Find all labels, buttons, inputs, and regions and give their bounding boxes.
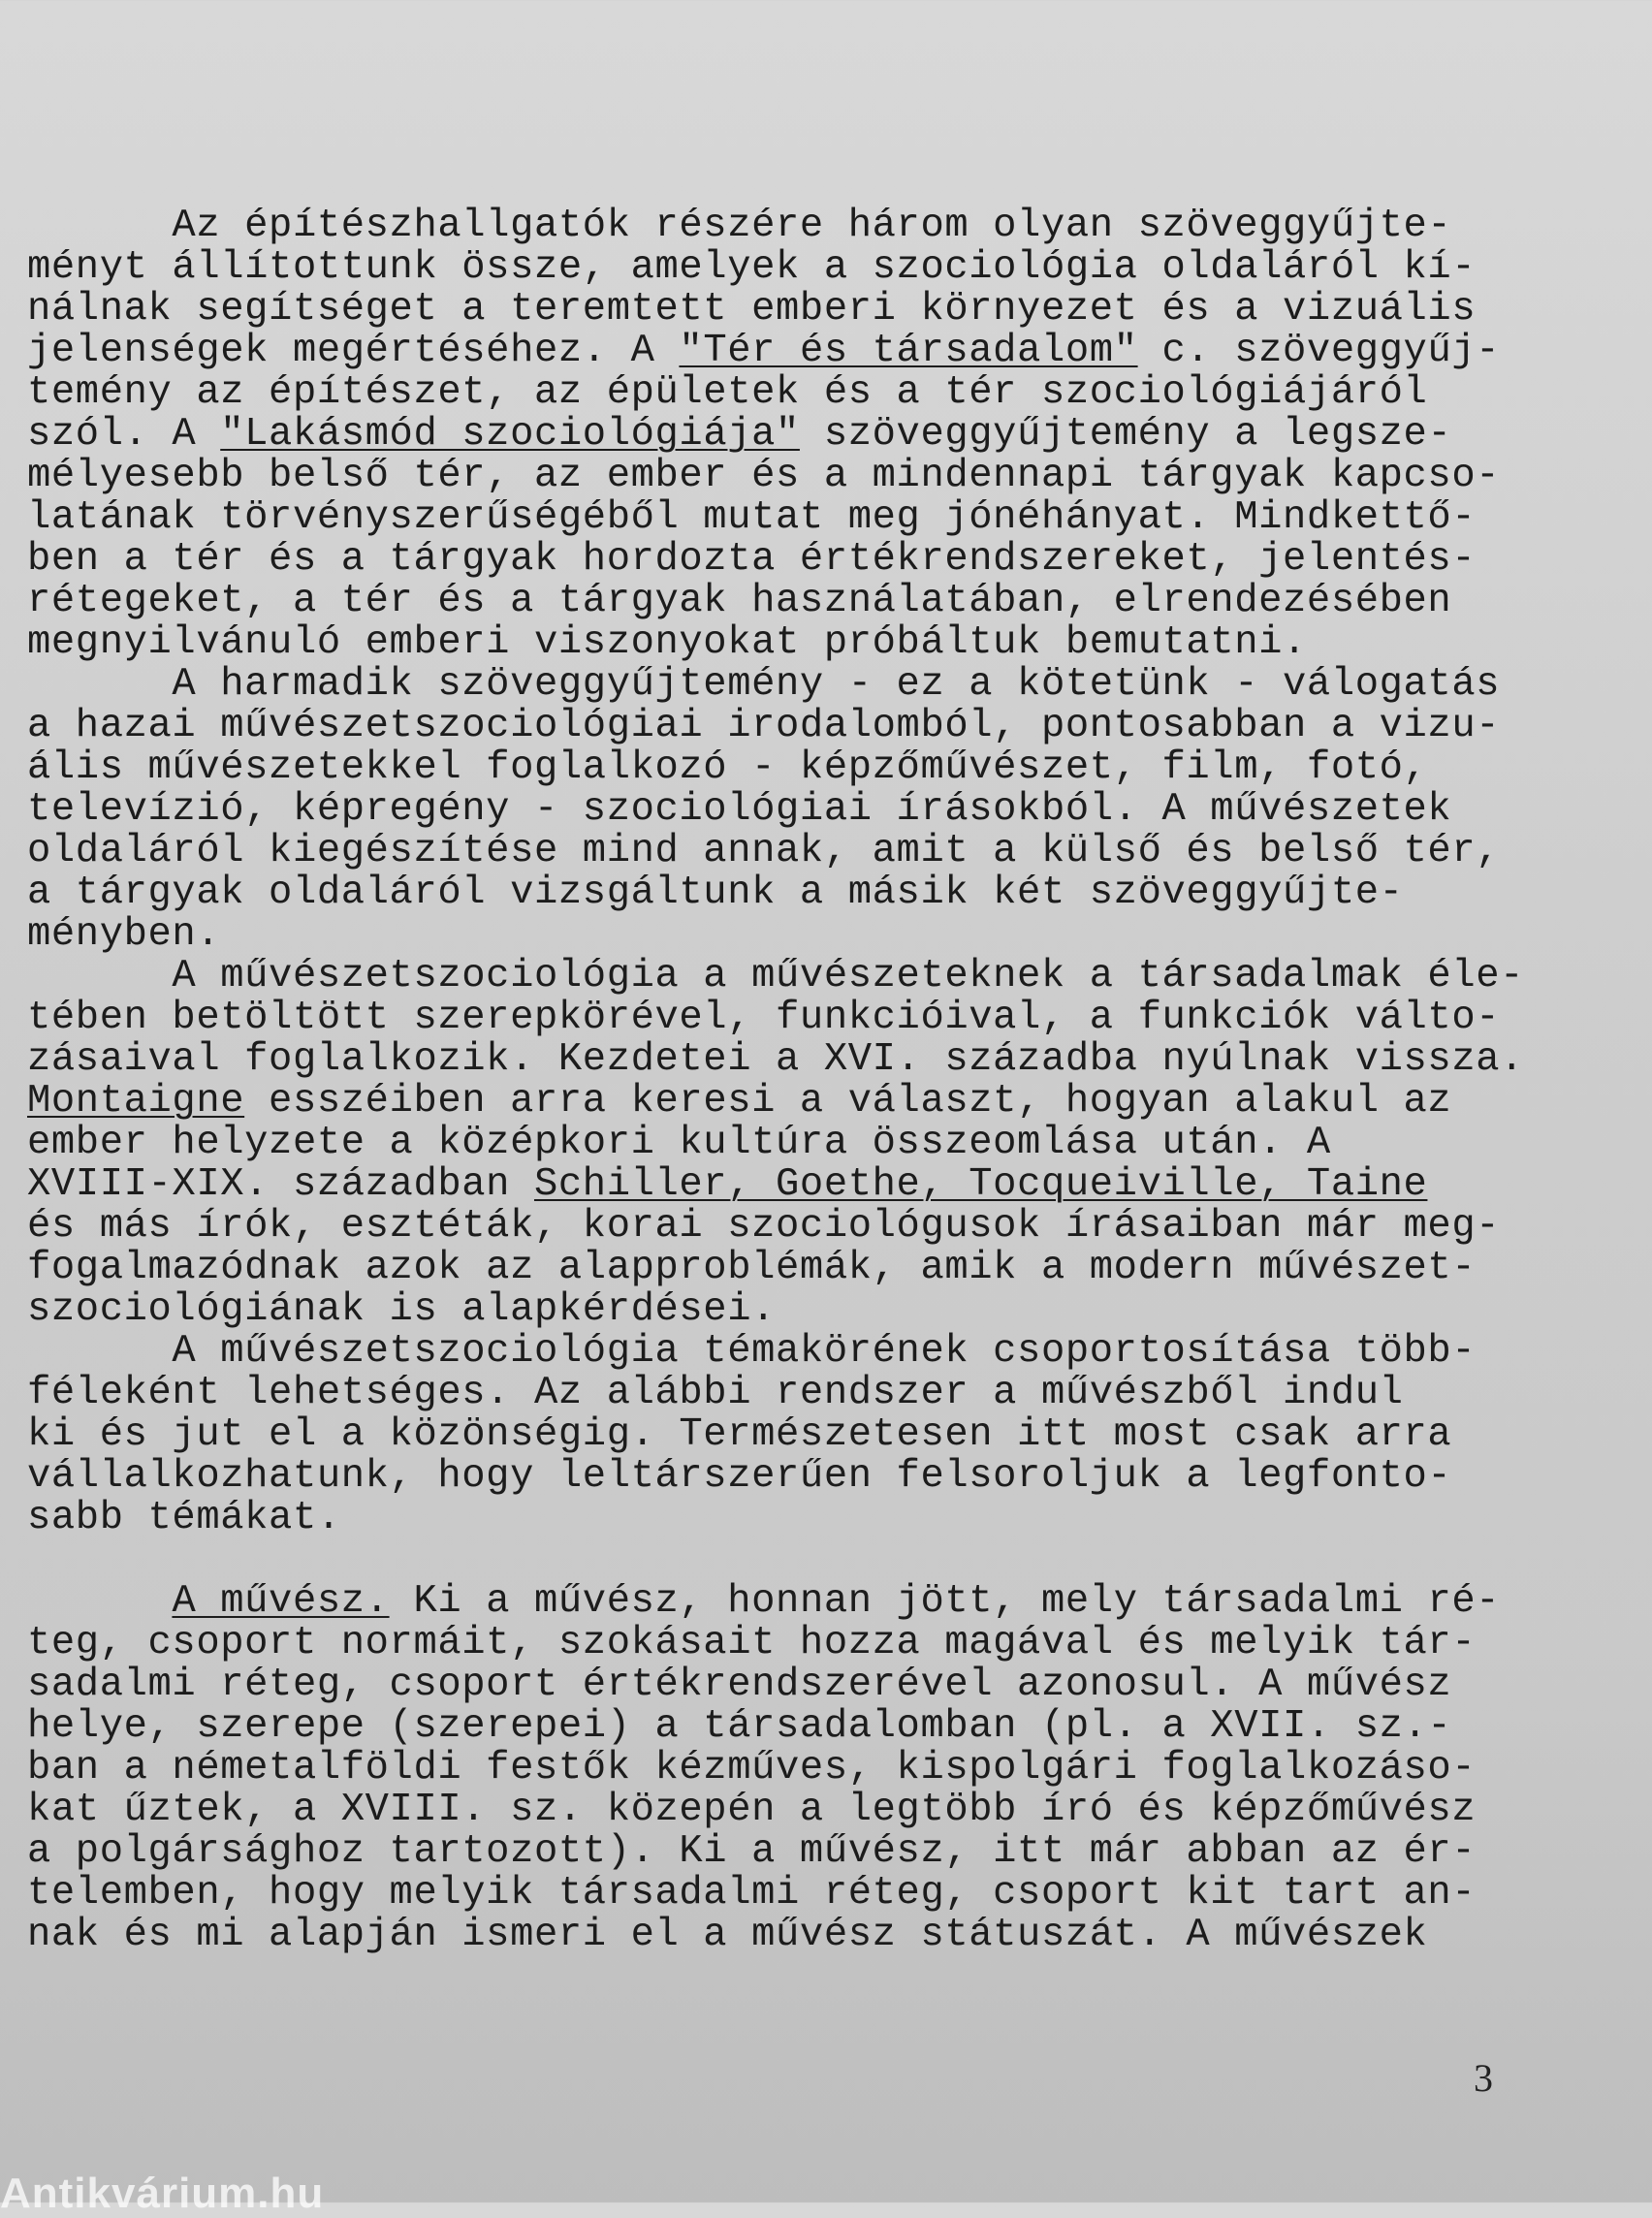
watermark-logo: Antikvárium.hu [0,2170,325,2217]
text-line: ményt állítottunk össze, amelyek a szociológia oldaláról kí- [27,245,1477,290]
text-line: helye, szerepe (szerepei) a társadalomban (pl. a XVII. sz.- [27,1704,1452,1749]
blank-line [27,1539,1617,1581]
text-segment [27,1579,172,1624]
text-segment: szól. A [27,412,221,457]
text-line: A harmadik szöveggyűjtemény - ez a kötetünk - válogatás [27,662,1501,707]
text-line: ember helyzete a középkori kultúra összeomlása után. A [27,1121,1331,1165]
page-number: 3 [1474,2056,1493,2100]
document-body [27,206,1617,1956]
text-line: teg, csoport normáit, szokásait hozza magával és melyik tár- [27,1621,1477,1665]
text-line: kat űztek, a XVIII. sz. közepén a legtöbb író és képzőművész [27,1788,1477,1832]
text-segment: esszéiben arra keresi a választ, hogyan alakul az [244,1079,1452,1124]
text-line: televízió, képregény - szociológiai írásokból. A művészetek [27,787,1452,832]
text-line: nak és mi alapján ismeri el a művész státuszát. A művészek [27,1913,1428,1957]
text-line: ben a tér és a tárgyak hordozta értékrendszereket, jelentés- [27,537,1477,582]
text-segment: XVIII-XIX. században [27,1162,534,1207]
text-line: féleként lehetséges. Az alábbi rendszer a művészből indul [27,1371,1404,1415]
title-ter-es-tarsadalom: "Tér és társadalom" [679,329,1138,373]
text-line: fogalmazódnak azok az alapproblémák, amik a modern művészet- [27,1246,1477,1290]
text-line [27,331,1617,372]
heading-a-muvesz: A művész. [172,1579,390,1624]
text-line: telemben, hogy melyik társadalmi réteg, csoport kit tart an- [27,1871,1477,1916]
text-line: sadalmi réteg, csoport értékrendszerével azonosul. A művész [27,1663,1452,1707]
text-line: megnyilvánuló emberi viszonyokat próbáltuk bemutatni. [27,620,1307,665]
text-line: és más írók, esztéták, korai szociológusok írásaiban már meg- [27,1204,1501,1249]
text-line: ki és jut el a közönségig. Természetesen itt most csak arra [27,1412,1452,1457]
text-line: Az építészhallgatók részére három olyan szöveggyűjte- [27,204,1452,248]
text-line: sabb témákat. [27,1496,341,1540]
text-line [27,414,1617,456]
text-line: zásaival foglalkozik. Kezdetei a XVI. századba nyúlnak vissza. [27,1037,1525,1082]
text-line: a polgársághoz tartozott). Ki a művész, itt már abban az ér- [27,1829,1477,1874]
text-segment: c. szöveggyűj- [1137,329,1501,373]
text-line: A művészetszociológia témakörének csoportosítása több- [27,1329,1477,1374]
text-line [27,1164,1617,1206]
text-line: ban a németalföldi festők kézműves, kispolgári foglalkozáso- [27,1746,1477,1790]
text-line: vállalkozhatunk, hogy leltárszerűen felsoroljuk a legfonto- [27,1454,1452,1499]
text-line [27,1081,1617,1123]
text-line: latának törvényszerűségéből mutat meg jónéhányat. Mindkettő- [27,495,1477,540]
text-line: temény az építészet, az épületek és a tér szociológiájáról [27,370,1428,415]
text-segment: Ki a művész, honnan jött, mely társadalmi ré- [389,1579,1501,1624]
text-line: rétegeket, a tér és a tárgyak használatában, elrendezésében [27,579,1452,623]
text-segment: szöveggyűjtemény a legsze- [799,412,1452,457]
name-montaigne: Montaigne [27,1079,245,1124]
text-line: a tárgyak oldaláról vizsgáltunk a másik két szöveggyűjte- [27,871,1404,915]
text-line: A művészetszociológia a művészeteknek a társadalmak éle- [27,954,1525,998]
text-line: szociológiának is alapkérdései. [27,1287,777,1332]
text-segment: jelenségek megértéséhez. A [27,329,680,373]
text-line: a hazai művészetszociológiai irodalomból, pontosabban a vizu- [27,704,1501,748]
names-schiller-goethe: Schiller, Goethe, Tocqueiville, Taine [533,1162,1428,1207]
text-line: nálnak segítséget a teremtett emberi környezet és a vizuális [27,287,1477,332]
text-line: ményben. [27,912,221,957]
text-line: mélyesebb belső tér, az ember és a mindennapi tárgyak kapcso- [27,454,1501,498]
text-line: oldaláról kiegészítése mind annak, amit a külső és belső tér, [27,829,1501,873]
text-line: ális művészetekkel foglalkozó - képzőművészet, film, fotó, [27,745,1428,790]
text-line: tében betöltött szerepkörével, funkcióival, a funkciók válto- [27,996,1501,1040]
title-lakasmod-szociologiaja: "Lakásmód szociológiája" [220,412,800,457]
text-line [27,1581,1617,1623]
